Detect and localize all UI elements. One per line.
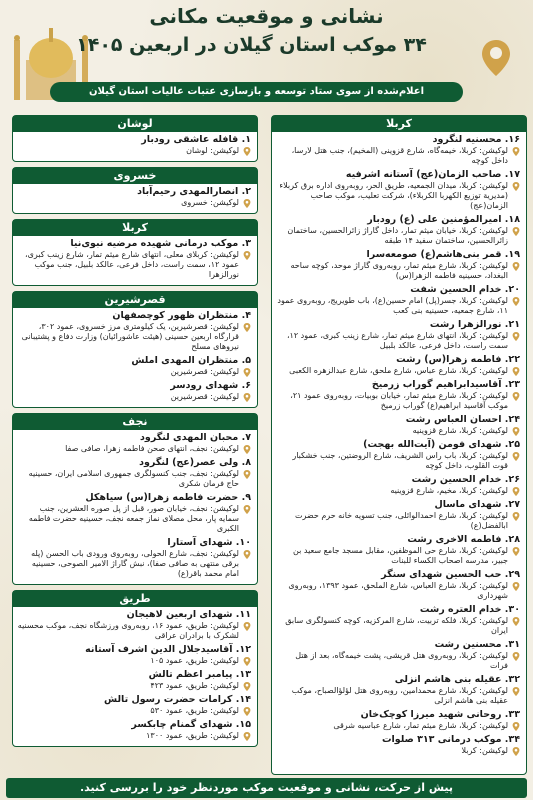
location-text: لوکیشن: کربلا، روبه‌روی هتل قریشی، پشت خیمه‌گاه، بعد از هتل فرات [295,651,508,670]
mokeb-location [17,322,251,352]
location-text: لوکیشن: نجف، انتهای صحن فاطمه زهرا، صافی صفا [65,444,239,453]
list-item [276,734,520,756]
location-text: لوکیشن: طریق، عمود ۵۳۰ [150,706,239,715]
location-pin-icon [512,182,520,191]
mokeb-name: ۹. حضرت فاطمه زهرا(س) سیاهکل [85,492,251,503]
list-item [276,249,520,281]
list-item [276,569,520,601]
location-pin-icon [243,707,251,716]
mokeb-name: ۳۲. عقیله بنی هاشم انزلی [394,674,520,685]
location-pin-icon [512,452,520,461]
list-item [276,709,520,731]
mokeb-location [276,366,520,376]
mokeb-location [276,686,520,706]
region-title: لوشان [13,116,257,132]
mokeb-name: ۱۵. شهدای گمنام چابکسر [131,719,251,730]
location-pin-icon [512,722,520,731]
location-text: لوکیشن: کربلا، میدان الجمعیه، طریق الحر، روبه‌روی اداره برق کربلاء (مدیریة توزیع الکهربا الکربلاء)، شرکت تعلیب، موکب صاحب الزمان(عج) [279,181,508,210]
region-title: خسروی [13,168,257,184]
region-panel [12,167,258,214]
mokeb-location [17,656,251,666]
mokeb-location [276,426,520,436]
location-text: لوکیشن: قصرشیرین [170,367,239,376]
location-text: لوکیشن: کربلا، جسر(پل) امام حسین(ع)، باب طویریج، روبه‌روی عمود ۱۱، شارع جمعیه، حسینیه بنی کعب [277,296,508,315]
footer-note: پیش از حرکت، نشانی و موقعیت موکب موردنظر خود را بررسی کنید. [6,778,527,798]
location-text: لوکیشن: نجف، خیابان صور، قبل از پل صوره العشرین، جنب سمایه پار، محل مصلای نماز جمعه نجف، حسینیه حضرت فاطمه الکبری [28,504,239,533]
location-text: لوکیشن: کربلا، فلکه تربیت، شارع المرکزیه، کوچه کنسولگری سابق ایران [285,616,508,635]
mokeb-location [276,581,520,601]
list-item [276,414,520,436]
mokeb-location [17,504,251,534]
location-pin-icon [512,262,520,271]
mokeb-location [17,549,251,579]
mokeb-name: ۲۶. خدام الحسین رشت [411,474,520,485]
location-pin-icon [243,470,251,479]
mokeb-name: ۱۳. پیامبر اعظم تالش [148,669,251,680]
location-text: لوکیشن: کربلا، شارع العباس، شارع الملحق، عمود ۱۳۹۳، روبه‌روی شهرداری [288,581,508,600]
location-pin-icon [243,682,251,691]
region-panel [12,413,258,585]
mokeb-name: ۲. انصارالمهدی رحیم‌آباد [137,186,251,197]
location-pin-icon [512,147,520,156]
location-text: لوکیشن: کربلا [461,746,508,755]
location-text: لوکیشن: طریق، عمود ۱۳۰۰ [146,731,239,740]
location-text: لوکیشن: نجف، شارع الحولی، روبه‌روی ورودی باب الحسن (پله برقی منتهی به صافی صفا)، نبش گاراژ الامیر الصوحی، حسینیه امام محمد باقر(ع) [31,549,239,578]
location-pin-icon [512,367,520,376]
list-item [17,134,251,156]
list-item [276,439,520,471]
location-pin-icon [512,487,520,496]
list-item [17,537,251,579]
list-item [276,379,520,411]
mokeb-name: ۲۰. خدام الحسین شفت [410,284,520,295]
location-text: لوکیشن: کربلا، خیمه‌گاه، شارع قزوینی (المخیم)، جنب هتل لارسا، داخل کوچه [291,146,508,165]
mokeb-name: ۱۶. محسنیه لنگرود [432,134,520,145]
location-pin-icon [512,617,520,626]
mokeb-name: ۲۸. فاطمه الاخری رشت [407,534,520,545]
mokeb-location [276,226,520,246]
mokeb-name: ۲۱. نورالزهرا رشت [429,319,520,330]
location-pin-icon [243,622,251,631]
list-item [17,380,251,402]
mokeb-name: ۱۹. قمر بنی‌هاشم(ع) صومعه‌سرا [366,249,520,260]
mokeb-name: ۳. موکب درمانی شهیده مرضیه نبوی‌نیا [70,238,251,249]
list-item [276,214,520,246]
location-text: لوکیشن: کربلا، مخیم، شارع قزوینیه [390,486,508,495]
region-title: قصرشیرین [13,292,257,308]
mokeb-location [17,392,251,402]
location-text: لوکیشن: لوشان [186,146,239,155]
location-pin-icon [243,732,251,741]
location-text: لوکیشن: کربلا، شارع محمدامین، روبه‌روی هتل لؤلؤالصباح، موکب عقیله بنی هاشم انزلی [291,686,508,705]
region-panel [12,590,258,747]
list-item [276,534,520,566]
location-pin-icon [512,582,520,591]
page-subtitle: ۳۴ موکب استان گیلان در اربعین ۱۴۰۵ [76,34,427,56]
mokeb-location [276,391,520,411]
location-pin-icon [243,368,251,377]
list-item [17,694,251,716]
karbala-panel-title: کربلا [272,116,526,132]
location-text: لوکیشن: کربلا، شارع احمدالوائلی، جنب تسویه خانه حرم حضرت ابالفضل(ع) [294,511,508,530]
location-pin-icon [243,505,251,514]
mokeb-location [276,486,520,496]
mokeb-location [276,546,520,566]
region-panel [12,219,258,286]
location-text: لوکیشن: خسروی [181,198,239,207]
location-text: لوکیشن: کربلا، شارع میثم تمار، شارع عباسیه شرقی [333,721,508,730]
list-item [276,474,520,496]
location-pin-icon [512,652,520,661]
page-title: نشانی و موقعیت مکانی [149,4,384,28]
location-text: لوکیشن: کربلا، شارع عباس، شارع ملحق، شارع عبدالزهره الکعبی [289,366,508,375]
list-item [17,310,251,352]
list-item [276,134,520,166]
mokeb-location [276,451,520,471]
mokeb-location [276,296,520,316]
region-title: نجف [13,414,257,430]
location-text: لوکیشن: قصرشیرین، یک کیلومتری مرز خسروی، عمود ۳۰۲، قرارگاه اربعین حسینی (هیئت عاشورائیان) وزارت دفاع و پشتیبانی نیروهای مسلح [21,322,239,351]
location-pin-icon [243,251,251,260]
location-text: لوکیشن: کربلا، انتهای شارع میثم تمار، شارع زینب کبری، عمود ۱۲، سمت راست، داخل فرعی، عالکد بلبیل [286,331,508,350]
region-list [13,308,257,407]
mokeb-location [17,681,251,691]
location-text: لوکیشن: کربلا، شارع حی الموظفین، مقابل مسجد جامع سعید بن جبیر، مدرسه اصحاب الکساء للبنات [293,546,508,565]
location-text: لوکیشن: کربلا، خیابان میثم تمار، داخل گاراژ زائرالحسین، ساختمان زائرالحسین، ساختمان سفید ۱۴ طبقه [287,226,508,245]
list-item [276,284,520,316]
mokeb-name: ۲۹. حب الحسین شهدای سنگر [381,569,520,580]
mokeb-location [276,181,520,211]
location-pin-icon [512,427,520,436]
list-item [17,432,251,454]
region-list [13,607,257,746]
location-text: لوکیشن: نجف، جنب کنسولگری جمهوری اسلامی ایران، حسینیه حاج فرمان شکری [28,469,239,488]
header [0,0,533,108]
list-item [276,169,520,211]
mokeb-location [276,651,520,671]
location-text: لوکیشن: کربلا، باب راس الشریف، شارع الروضتین، جنب خشکبار قوت القلوب، داخل کوچه [292,451,508,470]
mokeb-name: ۸. ولی عصر(عج) لنگرود [139,457,251,468]
location-pin-icon [512,227,520,236]
mokeb-name: ۱۱. شهدای اربعین لاهیجان [126,609,251,620]
location-pin-icon [512,747,520,756]
mokeb-name: ۲۳. آقاسیدابراهیم گوراب زرمیخ [371,379,520,390]
region-title: طریق [13,591,257,607]
mokeb-location [17,367,251,377]
mokeb-name: ۳۰. خدام العتره رشت [419,604,520,615]
mokeb-name: ۱۴. کرامات حضرت رسول تالش [104,694,251,705]
mokeb-name: ۴. منتظران ظهور کوچصفهان [112,310,251,321]
mokeb-location [17,444,251,454]
list-item [276,354,520,376]
source-banner: اعلام‌شده از سوی ستاد توسعه و بازسازی عتبات عالیات استان گیلان [50,82,463,102]
location-pin-icon [243,393,251,402]
location-pin-icon [243,445,251,454]
region-title: کربلا [13,220,257,236]
mokeb-name: ۷. محبان المهدی لنگرود [140,432,251,443]
mokeb-location [17,250,251,280]
mokeb-name: ۶. شهدای رودسر [170,380,251,391]
mokeb-location [17,706,251,716]
region-list [13,430,257,584]
location-text: لوکیشن: طریق، عمود ۱۰۵ [150,656,239,665]
mokeb-location [276,616,520,636]
mokeb-location [276,746,520,756]
location-text: لوکیشن: طریق، عمود ۱۶، روبه‌روی ورزشگاه نجف، موکب محسنیه لشکرک با برادران عراقی [17,621,239,640]
list-item [17,609,251,641]
mokeb-location [276,261,520,281]
list-item [17,238,251,280]
location-pin-icon [512,512,520,521]
list-item [276,674,520,706]
list-item [17,457,251,489]
location-pin-icon [243,657,251,666]
mokeb-location [17,146,251,156]
list-item [17,186,251,208]
region-panel [12,291,258,408]
location-text: لوکیشن: کربلا، شارع قزوینیه [412,426,508,435]
location-pin-icon [243,550,251,559]
location-pin-icon [243,147,251,156]
mokeb-name: ۱۸. امیرالمؤمنین علی (ع) رودبار [367,214,520,225]
map-pin-icon [479,38,513,78]
mokeb-location [17,731,251,741]
location-pin-icon [243,323,251,332]
list-item [17,719,251,741]
list-item [17,669,251,691]
location-pin-icon [512,332,520,341]
mokeb-name: ۲۴. احسان العباس رشت [405,414,520,425]
mokeb-location [276,511,520,531]
location-text: لوکیشن: قصرشیرین [170,392,239,401]
list-item [276,499,520,531]
mokeb-location [17,469,251,489]
location-text: لوکیشن: کربلا، شارع میثم تمار، خیابان بوبیات، روبه‌روی عمود ۲۱، موکب آقاسید ابراهیم(ع) گوراب زرمیخ [290,391,508,410]
location-text: لوکیشن: کربلای معلی، انتهای شارع میثم تمار، شارع زینب کبری، عمود ۱۲، سمت راست، داخل فرعی، عالکد بلبیل، جنب موکب نورالزهرا [25,250,239,279]
list-item [17,355,251,377]
list-item [17,644,251,666]
list-item [276,319,520,351]
location-text: لوکیشن: کربلا، شارع میثم تمار، روبه‌روی گاراژ موحد، کوچه ساحه البغداد، حسینیه فاطمه الزهرا(س) [290,261,508,280]
location-pin-icon [512,297,520,306]
location-text: لوکیشن: طریق، عمود ۴۲۳ [150,681,239,690]
mokeb-name: ۲۷. شهدای ماسال [434,499,520,510]
location-pin-icon [243,199,251,208]
region-panel [12,115,258,162]
list-item [276,604,520,636]
mokeb-location [276,721,520,731]
mokeb-name: ۳۱. محسنین رشت [434,639,520,650]
location-pin-icon [512,687,520,696]
location-pin-icon [512,392,520,401]
mokeb-name: ۳۳. روحانی شهید میرزا کوچک‌خان [360,709,520,720]
mokeb-location [276,146,520,166]
mokeb-name: ۵. منتظران المهدی املش [131,355,251,366]
mokeb-name: ۲۵. شهدای فومن (آیت‌الله بهجت) [363,439,520,450]
list-item [17,492,251,534]
mokeb-name: ۱۲. آقاسیدجلال الدین اشرف آستانه [85,644,251,655]
region-list [13,236,257,285]
mokeb-location [17,198,251,208]
region-list [13,132,257,161]
karbala-list [272,132,526,761]
karbala-panel [271,115,527,775]
location-pin-icon [512,547,520,556]
mokeb-name: ۱۷. صاحب الزمان(عج) آستانه اشرفیه [345,169,520,180]
region-list [13,184,257,213]
mokeb-name: ۲۲. فاطمه زهرا(س) رشت [396,354,520,365]
mokeb-name: ۱. قافله عاشقی رودبار [141,134,251,145]
mokeb-name: ۳۴. موکب درمانی ۳۱۳ صلوات [381,734,520,745]
list-item [276,639,520,671]
mokeb-location [17,621,251,641]
mokeb-location [276,331,520,351]
mokeb-name: ۱۰. شهدای آستارا [167,537,251,548]
regions-column [12,115,258,752]
